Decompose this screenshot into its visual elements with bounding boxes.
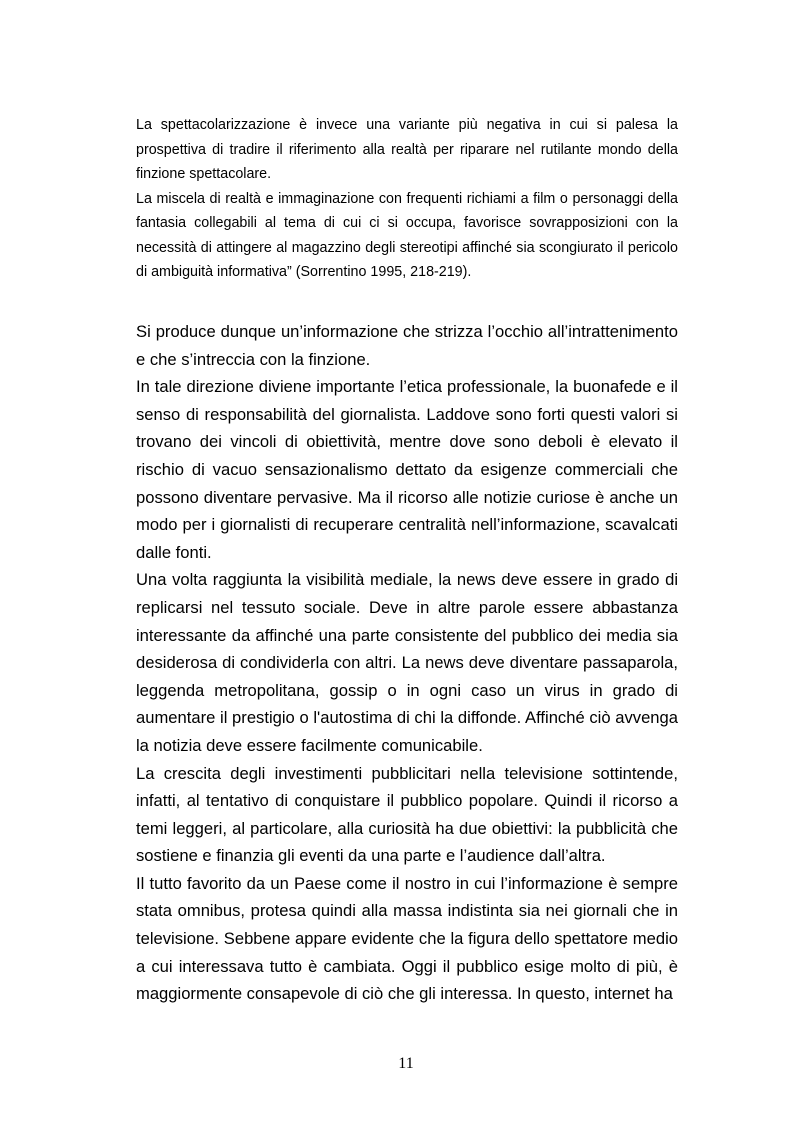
page-number: 11 <box>398 1055 414 1072</box>
quote-paragraph: La miscela di realtà e immaginazione con frequenti richiami a film o personaggi della fantasia collegabili al tema di cui ci si occupa, favorisce sovrapposizioni con la necessità di attingere al magazzino degli stereotipi affinché sia scongiurato il pericolo di ambiguità informativa” (Sorrentino 1995, 218-219). <box>136 190 678 280</box>
body-paragraph: Il tutto favorito da un Paese come il nostro in cui l’informazione è sempre stata omnibus, protesa quindi alla massa indistinta sia nei giornali che in televisione. Sebbene appare evidente che la figura dello spettatore medio a cui interessava tutto è cambiata. Oggi il pubblico esige molto di più, è maggiormente consapevole di ciò che gli interessa. In questo, internet ha <box>136 873 678 1004</box>
body-paragraph: La crescita degli investimenti pubblicitari nella televisione sottintende, infatti, al tentativo di conquistare il pubblico popolare. Quindi il ricorso a temi leggeri, al particolare, alla curiosità ha due obiettivi: la pubblicità che sostiene e finanzia gli eventi da una parte e l’audience dall’altra. <box>136 763 678 866</box>
body-paragraph: Si produce dunque un’informazione che strizza l’occhio all’intrattenimento e che s’intreccia con la finzione. <box>136 322 678 369</box>
body-text <box>136 318 678 1008</box>
block-quote <box>136 113 678 285</box>
body-paragraph: Una volta raggiunta la visibilità mediale, la news deve essere in grado di replicarsi nel tessuto sociale. Deve in altre parole essere abbastanza interessante da affinché una parte consistente del pubblico dei media sia desiderosa di condividerla con altri. La news deve diventare passaparola, leggenda metropolitana, gossip o in ogni caso un virus in grado di aumentare il prestigio o l'autostima di chi la diffonde. Affinché ciò avvenga la notizia deve essere facilmente comunicabile. <box>136 570 678 755</box>
quote-paragraph: La spettacolarizzazione è invece una variante più negativa in cui si palesa la prospettiva di tradire il riferimento alla realtà per riparare nel rutilante mondo della finzione spettacolare. <box>136 117 678 182</box>
body-paragraph: In tale direzione diviene importante l’etica professionale, la buonafede e il senso di responsabilità del giornalista. Laddove sono forti questi valori si trovano dei vincoli di obiettività, mentre dove sono deboli è elevato il rischio di vacuo sensazionalismo dettato da esigenze commerciali che possono diventare pervasive. Ma il ricorso alle notizie curiose è anche un modo per i giornalisti di recuperare centralità nell’informazione, scavalcati dalle fonti. <box>136 377 678 562</box>
